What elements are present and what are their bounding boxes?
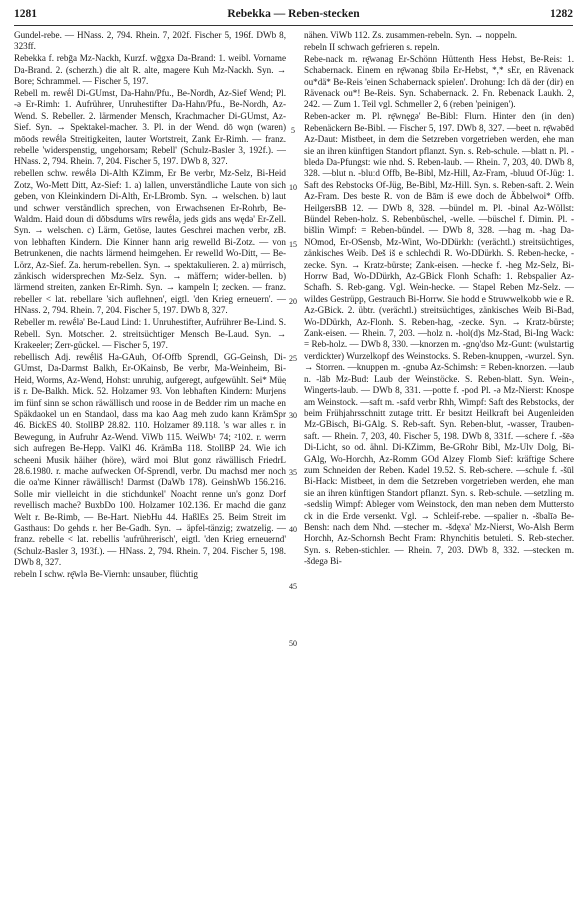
line-number: 25 [289,354,297,363]
line-number: 30 [289,411,297,420]
entry-reben-acker: Reben-acker m. Pl. rę̄wnęgə' Be-Bibl: Flurn. Hinter den (in den) Rebenäckern Be-Bibl. — Fischer 5, 197. DWb 8, 327. —beet n. rę̄wəbēd Az-Daut: Mistbeet, in dem die Setzreben vorgetrieben werden, ehe man sie an ihren künftigen Standort pflanzt. Syn. s. Reb-schule. —blatt n. Pl. -bledə Da-Pfungst: wie nhd. S. Reben-laub. — Rhein. 7, 203, 40. DWb 8, 328. —blut n. -bluːd Offb, Be-Bibl, Mz-Hill, Az-Fram, -bluud Of-Jüg: 1. Saft des Rebstocks Of-Jüg, Be-Bibl, Mz-Hill. Syn. s. Reben-saft. 2. Wein Az-Fram. Des beste R. von de Bām iš ewe doch de Äbbelwoi* Offb. HeilgersBB 12. — DWb 8, 328. —bündel m. Pl. -binəl Az-Wöllst: Bündel Reben-holz. S. Rebenbüschel, -welle. —büschel f. Dimin. Pl. -bišlin Wimpf: = Reben-bündel. — DWb 8, 328. —hag m. -hag Da-NOmod, Er-OSensb, Mz-Wint, Wo-DDürkh: (verächtl.) streitsüchtiges, zänkisches Weib. Deš iš e schlechdi R. Wo-DDürkh. S. Reben-hecke, -zecke. Syn. → Kratz-bürste; Zank-eisen. —hecke f. -heg Mz-Selz, Bi-Horrw Bad, Wo-DDürkh, Az-GBick Flonh Schafh: 1. Rebspalier Az-Schafh. S. Reb-gang. Vgl. Wein-hecke. — Stapel Reben Mz-Selz. — wildes Gestrüpp, Gestrauch Bi-Horrw. Sie hodd e Struwwelkobb wie e R. Az-GBick. 2. übtr. (verächtl.) streitsüchtiges, zänkisches Weib Bi-Bad, Wo-DDürkh, Az-Flonh. S. Reben-hag, -zecke. Syn. → Kratz-bürste; Zank-eisen. — Rhein. 7, 203. —holz n. -hol(d)s Mz-Stad, Bi-Ing Wack: = Reb-holz. — DWb 8, 330. —knorzen m. -gnǫ'dso Mz-Gunt: (wulstartig verdickter) Wurzelkopf des Weinstocks. S. Reben-knuppen, -wurzel. Syn. → Storren. —knuppen m. -gnubə Az-Schimsh: = Reben-knorzen. —laub n. -lāb Mz-Bud: Laub der Weinstöcke. S. Reben-blatt. Syn. Wein-, Wingerts-laub. — DWb 8, 331. —potte f. -pod Pl. -ə Mz-Nierst: Knospe am Weinstock. —saft m. -safd verbr Rhh, Wimpf: Saft des Rebstocks, der beim Frühjahrsschnitt zutage tritt. Er besitzt Heilkraft bei Augenleiden Mz-GBisch, Bi-GAlg. S. Reb-saft. Syn. Reben-blut, -wasser, Trauben-saft. — Rhein. 7, 203, 40. Fischer 5, 198. DWb 8, 331f. —schere f. -šēə Di-Licht, so od. ähnl. Di-KZimm, Be-GRohr Bibl, Mz-Ulv Dolg, Bi-GAlg, Wo-Horchh, Az-Romm GOd Alzey Flomb Sief: kräftige Schere zum Schneiden der Reben. Kadel 19.52. S. Reb-schere. —schule f. -šūl Bi-Hack: Mistbeet, in dem die Setzreben vorgetrieben werden, ehe man sie an ihren künftigen Standort pflanzt. Syn. s. Reb-schule. —setzling m. -sedsliŋ Wimpf: Ableger vom Weinstock, den man neben dem Muttersto ck in die Erde versenkt. Vgl. → Schleif-rebe. —spalier n. -šbalīə Be-Bensh: nach dem Nhd. —stecher m. -šdęxə' Mz-Nierst, Wo-Alsh Berm Horchh, Az-Schornsh Becht Fram: Rhynchitis betuleti. S. Reb-stecher. Syn. s. Reben-stichler. — Rhein. 7, 203. DWb 8, 332. —stecken m. -šdegə Bi- [304,111,574,567]
running-header [14,8,573,24]
entry-rebeln-continued: nähen. ViWb 112. Zs. zusammen-rebeln. Syn. → noppeln. [304,30,518,40]
right-column [304,30,574,905]
entry-gundel-rebe: Gundel-rebe. — HNass. 2, 794. Rhein. 7, 202f. Fischer 5, 196f. DWb 8, 323ff. [14,30,286,52]
line-number: 35 [289,468,297,477]
line-number: 15 [289,240,297,249]
line-number: 40 [289,525,297,534]
line-number: 45 [289,582,297,591]
page-number-right: 1282 [550,8,573,20]
header-rule [14,25,573,26]
entry-rebellen: rebellen schw. rewḗlə Di-Alth KZimm, Er Be verbr, Mz-Selz, Bi-Heid Zotz, Wo-Mett Ditt, Az-Sief: 1. a) lallen, unverständliche Laute von sich geben, von Kleinkindern Di-Alth, Er-LBromb. Syn. → welschen. b) laut und schwer verständlich sprechen, von Erwachsenen Er-Rohrb, Be-Waldm. Haid doun di dǒbsdums wīrs rewḗlə, jeds gids ans wędə' Er-Zell. Syn. → welschen. c) Lärm, Getöse, lautes Geschrei machen verbr, zB. von lebhaften Kindern. Die Kinner hann arig rewelld Bi-Zotz. — von Betrunkenen, die nachts lärmend heimgehen. Er rewelld Wo-Ditt, — Be-Lörz, Az-Sief. Za. herum-rebellen. Syn. → spektakulieren. 2. a) mürrisch, zänkisch widersprechen Mz-Selz. Syn. → mäffern; wider-bellen. b) lärmend streiten, zanken Er-Rimh. Syn. → kampeln I; zecken. — franz. rebeller < lat. rebellare 'sich auflehnen', eigtl. 'den Krieg erneuern'. — HNass. 2, 794. Rhein. 7, 204. Fischer 5, 197. DWb 8, 327. [14,168,286,316]
page-number-left: 1281 [14,8,37,20]
entry-rebekka: Rebekka f. rebḡa Mz-Nackh, Kurzf. wḡgxə Da-Brand: 1. weibl. Vorname Da-Brand. 2. (scherzh.) die alt R. alte, magere Kuh Mz-Nackh. Syn. → Bore; Schrammel. — Fischer 5, 197. [14,53,286,87]
line-number: 5 [291,126,295,135]
line-number: 10 [289,183,297,192]
entry-rebe-nack: Rebe-nack m. rę̄wənag Er-Schönn Hüttenth Hess Hebst, Be-Reis: 1. Schabernack. Einem en rę̄wənag šbilə Er-Hebst, *,* sEr, en Rävenack ou*dä* Be-Reis 'einen Schabernack spielen'. Drohung: Ich dä der (dir) en Rävenack ou*! Be-Reis. Syn. Schabernack. 2. Fn. Rebenack Laukh. 2, 242. — Zum 1. Teil vgl. Schmeller 2, 6 (reben 'peinigen'). [304,53,574,110]
entry-rebeln-i: rebeln I schw. rę̄wlə Be-Viernh: unsauber, flüchtig [14,569,198,580]
left-column [14,30,286,905]
line-number: 20 [289,297,297,306]
entry-rebell: Rebell m. rewḗl Di-GUmst, Da-Hahn/Pfu., Be-Nordh, Az-Sief Wend; Pl. -ə Er-Rimh: 1. Aufrührer, Unruhestifter Da-Hahn/Pfu., Be-Nordh, Az-Wend. S. Rebeller. 2. lärmender Mensch, Krachmacher Di-GUmst, Az-Sief. Syn. → Spektakel-macher. 3. Pl. in der Wend. dō wǫn (waren) mōods rewḗlə Streitigkeiten, lauter Wortstreit, Zank Er-Rimh. — franz. rebelle 'widerspenstig, ungehorsam; Rebell' (Schulz-Basler 3, 192f.). — HNass. 2, 794. Rhein. 7, 204. Fischer 5, 197. DWb 8, 327. [14,88,286,167]
line-number: 50 [289,639,297,648]
entry-rebellisch: rebellisch Adj. rewḗliš Ha-GAuh, Of-Offb Sprendl, GG-Geinsh, Di-GUmst, Da-Darmst Balkh, Er-OKainsb, Be verbr, Ma-Weinheim, Bi-Heid, Worms, Az-Wend, Hohst: unruhig, aufgeregt, aufgewühlt. Sei* Müe̥ iš r. De-Balkh. Mick. 52. Holzamer 93. Von lebhaften Kindern: Murjens im fünf sinn se schon räwällisch und roose in de Bedder rim un mache en Späkdaokel un en Standaol, dass ma kao Aag meh zudo kann KrämSpr 46. BickES 40. StollBP 28.82. 110. Holzamer 89.118. 's war alles r. in Bewegung, in Aufruhr Az-Wend. ViWb 115. WeiWb¹ 74; ²102. r. werrn sich aufregen Be-Hepp. ValKl 46. KrämBa 118. StollBP 24. Wie ich scheeni Musik häiher (höre), wärd moi Blut gonz räwällisch FriedrL 28.6.1980. r. mache aufwecken Of-Sprendl, verbr. Du machsd mer noch die oa'me Kinner räwällisch! Darmst (DaWb 178). GeinshWb 156.216. Solle mir vielleicht in die stichdunkel' Noacht renne un's gonz Dorf revellisch mache? BuxbDo 100. Holzamer 102.136. Er machd die ganz Welt r. Be-Rimb, — Be-Hart. NiebHu 44. HaßlEs 25. Beim Streit im Gasthaus: Do gehds r. her Be-Gadh. Syn. → äpfel-tänzig; zwatzelig. — franz. rebelle < lat. rebellis 'aufrührerisch', eigtl. 'den Krieg erneuernd' (Schulz-Basler 3, 193f.). — HNass. 2, 794. Rhein. 7, 204. Fischer 5, 198. DWb 8, 327. [14,351,286,568]
entry-rebeln-ii: rebeln II schwach gefrieren s. repeln. [304,41,440,52]
entry-rebeller: Rebeller m. rewḗlə' Be-Laud Lind: 1. Unruhestifter, Aufrührer Be-Lind. S. Rebell. Syn. Motscher. 2. streitsüchtiger Mensch Be-Laud. Syn. → Krakeeler; Zerr-gückel. — Fischer 5, 197. [14,317,286,350]
running-title: Rebekka — Reben-stecken [227,8,360,20]
